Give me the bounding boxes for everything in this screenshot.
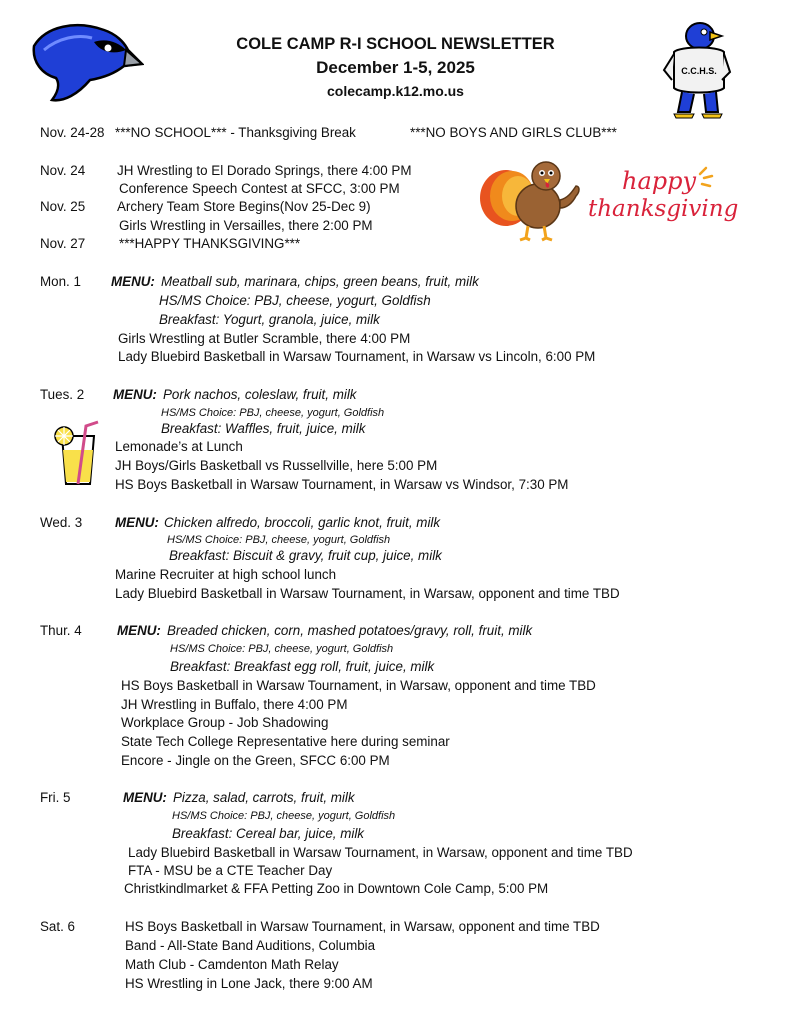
mascot-badge-text: C.C.H.S. (681, 66, 717, 76)
no-school-text: ***NO SCHOOL*** - Thanksgiving Break (115, 125, 356, 140)
day-label-fri: Fri. 5 (40, 790, 71, 805)
thu-menu: Breaded chicken, corn, mashed potatoes/gravy, roll, fruit, milk (167, 623, 533, 638)
school-website: colecamp.k12.mo.us (327, 83, 464, 99)
menu-label: MENU: (117, 623, 161, 638)
event-item: Lady Bluebird Basketball in Warsaw Tournament, in Warsaw, opponent and time TBD (115, 586, 620, 601)
mon-choice: HS/MS Choice: PBJ, cheese, yogurt, Goldfish (159, 293, 431, 308)
day-label-mon: Mon. 1 (40, 274, 81, 289)
no-school-label: Nov. 24-28 (40, 125, 105, 140)
thu-breakfast: Breakfast: Breakfast egg roll, fruit, juice, milk (170, 659, 435, 674)
event-item: Conference Speech Contest at SFCC, 3:00 PM (119, 181, 400, 196)
newsletter-title: COLE CAMP R-I SCHOOL NEWSLETTER (236, 35, 555, 53)
event-item: JH Wrestling to El Dorado Springs, there 4:00 PM (117, 163, 412, 178)
event-item: Lemonade’s at Lunch (115, 439, 243, 454)
menu-label: MENU: (113, 387, 157, 402)
day-label-tue: Tues. 2 (40, 387, 85, 402)
wed-menu: Chicken alfredo, broccoli, garlic knot, fruit, milk (164, 515, 441, 530)
fri-choice: HS/MS Choice: PBJ, cheese, yogurt, Goldfish (172, 810, 396, 822)
day-label-wed: Wed. 3 (40, 515, 83, 530)
mascot-bird-icon (660, 18, 732, 120)
no-club-notice: ***NO BOYS AND GIRLS CLUB*** (410, 125, 617, 140)
menu-label: MENU: (115, 515, 159, 530)
tue-menu: Pork nachos, coleslaw, fruit, milk (163, 387, 357, 402)
event-item: Marine Recruiter at high school lunch (115, 567, 337, 582)
wed-choice: HS/MS Choice: PBJ, cheese, yogurt, Goldfish (167, 534, 391, 546)
tue-breakfast: Breakfast: Waffles, fruit, juice, milk (161, 421, 366, 436)
thu-choice: HS/MS Choice: PBJ, cheese, yogurt, Goldfish (170, 643, 394, 655)
nov25-label: Nov. 25 (40, 199, 86, 214)
event-item: JH Wrestling in Buffalo, there 4:00 PM (121, 697, 348, 712)
wed-breakfast: Breakfast: Biscuit & gravy, fruit cup, juice, milk (169, 548, 442, 563)
lemonade-icon (52, 418, 104, 488)
event-item: Math Club - Camdenton Math Relay (125, 957, 339, 972)
event-item: FTA - MSU be a CTE Teacher Day (128, 863, 333, 878)
event-item: Lady Bluebird Basketball in Warsaw Tournament, in Warsaw, opponent and time TBD (128, 845, 633, 860)
event-item: Christkindlmarket & FFA Petting Zoo in Downtown Cole Camp, 5:00 PM (124, 881, 549, 896)
mon-menu: Meatball sub, marinara, chips, green beans, fruit, milk (161, 274, 479, 289)
event-item: Encore - Jingle on the Green, SFCC 6:00 PM (121, 753, 390, 768)
event-item: HS Boys Basketball in Warsaw Tournament, in Warsaw, opponent and time TBD (125, 919, 600, 934)
event-item: HS Boys Basketball in Warsaw Tournament, in Warsaw, opponent and time TBD (121, 678, 596, 693)
happy-text: happy (622, 167, 697, 195)
fri-breakfast: Breakfast: Cereal bar, juice, milk (172, 826, 365, 841)
event-item: Archery Team Store Begins(Nov 25-Dec 9) (117, 199, 371, 214)
event-item: HS Boys Basketball in Warsaw Tournament, in Warsaw vs Windsor, 7:30 PM (115, 477, 569, 492)
event-item: HS Wrestling in Lone Jack, there 9:00 AM (125, 976, 373, 991)
sparkle-icon (680, 164, 716, 200)
tue-choice: HS/MS Choice: PBJ, cheese, yogurt, Goldfish (161, 407, 385, 419)
event-item: ***HAPPY THANKSGIVING*** (119, 236, 301, 251)
day-label-thu: Thur. 4 (40, 623, 82, 638)
event-item: Girls Wrestling in Versailles, there 2:00 PM (119, 218, 373, 233)
day-label-sat: Sat. 6 (40, 919, 75, 934)
turkey-icon (472, 152, 594, 244)
fri-menu: Pizza, salad, carrots, fruit, milk (173, 790, 355, 805)
event-item: Lady Bluebird Basketball in Warsaw Tournament, in Warsaw vs Lincoln, 6:00 PM (118, 349, 596, 364)
nov27-label: Nov. 27 (40, 236, 86, 251)
nov24-label: Nov. 24 (40, 163, 86, 178)
newsletter-dates: December 1-5, 2025 (316, 58, 475, 77)
menu-label: MENU: (123, 790, 167, 805)
event-item: Workplace Group - Job Shadowing (121, 715, 329, 730)
thanksgiving-text: thanksgiving (588, 196, 739, 222)
event-item: JH Boys/Girls Basketball vs Russellville, here 5:00 PM (115, 458, 438, 473)
mon-breakfast: Breakfast: Yogurt, granola, juice, milk (159, 312, 380, 327)
event-item: Girls Wrestling at Butler Scramble, there 4:00 PM (118, 331, 411, 346)
event-item: Band - All-State Band Auditions, Columbia (125, 938, 376, 953)
menu-label: MENU: (111, 274, 155, 289)
bluebird-logo-icon (28, 20, 144, 104)
event-item: State Tech College Representative here during seminar (121, 734, 450, 749)
